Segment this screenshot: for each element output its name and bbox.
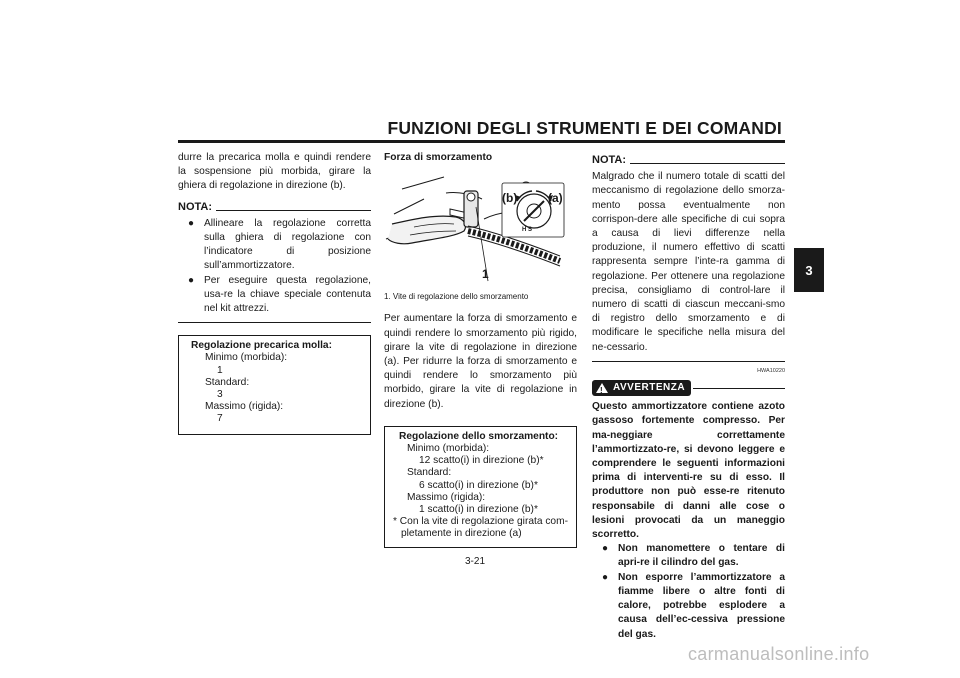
chapter-tab: 3 <box>794 248 824 292</box>
shock-absorber-illustration <box>384 169 570 284</box>
note-paragraph: Malgrado che il numero totale di scatti del meccanismo di regolazione dello smorza-mento possa eventualmente non corrispon-dere alle specifiche di cui sopra a causa di lievi differenze nella produzione, il numero effettivo di scatti rappresenta sempre l’inte-ra gamma di regolazione. Per ottenere una regolazione precisa, consigliamo di control-lare il numero di scatti di ciascun meccani-smo di registro dello smorzamento e di modificare le specifiche nella misura del ne-cessario. <box>592 171 785 353</box>
note-bullet <box>188 217 371 274</box>
warning-triangle-icon: ! <box>596 383 608 393</box>
note-end-rule <box>178 322 371 323</box>
spec-value: 1 scatto(i) in direzione (b)* <box>419 504 538 516</box>
spring-preload-box <box>178 335 371 434</box>
middle-column <box>384 151 577 548</box>
spec-label: Standard: <box>407 467 452 479</box>
note-header <box>178 200 371 214</box>
footnote: pletamente in direzione (a) <box>401 528 522 540</box>
note-label: NOTA: <box>592 154 627 166</box>
warning-code: HWA10220 <box>757 367 785 374</box>
warning-badge <box>592 380 691 396</box>
damping-paragraph: Per aumentare la forza di smorzamento e quindi rendere lo smorzamento più rigido, girare la vite di regolazione in direzione (a). Per ridurre la forza di smorzamento e quindi rendere lo smorzamento più morbido, girare la vite di regolazione in direzione (b). <box>384 313 577 410</box>
spec-label: Massimo (rigida): <box>205 401 284 413</box>
damping-figure <box>384 169 570 284</box>
spec-label: Standard: <box>205 376 250 388</box>
page-number: 3-21 <box>465 556 486 567</box>
right-column <box>592 151 785 642</box>
warning-rule <box>693 388 785 389</box>
note-bullet <box>188 274 371 317</box>
note-label: NOTA: <box>178 200 213 213</box>
warning-header <box>592 380 785 396</box>
note-header <box>592 153 785 167</box>
spec-value: 3 <box>217 389 223 401</box>
header-rule <box>178 140 785 143</box>
warning-bullet <box>602 542 785 570</box>
direction-label-b: (b) <box>502 191 518 206</box>
figure-caption: 1. Vite di regolazione dello smorzamento <box>384 292 529 302</box>
spec-label: Minimo (morbida): <box>407 443 490 455</box>
damping-box <box>384 426 577 548</box>
warning-label: AVVERTENZA <box>613 382 686 394</box>
callout-number: 1 <box>482 267 489 282</box>
watermark: carmanualsonline.info <box>688 644 870 664</box>
bullet-icon: ● <box>602 571 609 583</box>
note-bullet-text: Allineare la regolazione corretta sulla ghiera di regolazione con l’indicatore di posizione sull’ammortizzatore. <box>204 217 371 272</box>
direction-label-a: (a) <box>548 191 563 206</box>
bullet-icon: ● <box>188 274 195 286</box>
section-heading: Forza di smorzamento <box>384 152 493 163</box>
left-column <box>178 151 371 435</box>
spec-value: 7 <box>217 413 223 425</box>
note-bullet-text: Per eseguire questa regolazione, usa-re la chiave speciale contenuta nel kit attrezzi. <box>204 274 371 315</box>
spec-value: 1 <box>217 364 223 376</box>
bullet-icon: ● <box>188 217 195 229</box>
spec-value: 12 scatto(i) in direzione (b)* <box>419 455 544 467</box>
box-title: Regolazione dello smorzamento: <box>399 430 559 442</box>
intro-paragraph: durre la precarica molla e quindi rendere la sospensione più morbida, girare la ghiera di regolazione in direzione (b). <box>178 152 371 192</box>
spec-value: 6 scatto(i) in direzione (b)* <box>419 479 538 491</box>
bullet-icon: ● <box>602 543 609 555</box>
warning-bullet-text: Non esporre l’ammortizzatore a fiamme libere o altre fonti di calore, potrebbe esplodere a causa dell’ec-cessiva pressione del gas. <box>618 571 785 640</box>
page-header-title: FUNZIONI DEGLI STRUMENTI E DEI COMANDI <box>387 118 782 138</box>
footnote: * Con la vite di regolazione girata com- <box>393 516 568 528</box>
note-rule <box>630 163 785 164</box>
warning-bullet-text: Non manomettere o tentare di apri-re il cilindro del gas. <box>618 543 785 569</box>
warning-paragraph: Questo ammortizzatore contiene azoto gassoso fortemente compresso. Per ma-neggiare correttamente l’ammortizzato-re, si devono leggere e comprendere le seguenti informazioni prima di interventi-re su di esso. Il produttore non può esse-re ritenuto responsabile di danni alle cose o lesioni provocati da un maneggio scorretto. <box>592 401 785 541</box>
spec-label: Minimo (morbida): <box>205 352 288 364</box>
box-title: Regolazione precarica molla: <box>191 340 332 352</box>
dial-marking: H S <box>522 227 533 234</box>
note-end-rule <box>592 361 785 362</box>
warning-bullet <box>602 571 785 642</box>
note-rule <box>216 210 371 211</box>
spec-label: Massimo (rigida): <box>407 491 486 503</box>
